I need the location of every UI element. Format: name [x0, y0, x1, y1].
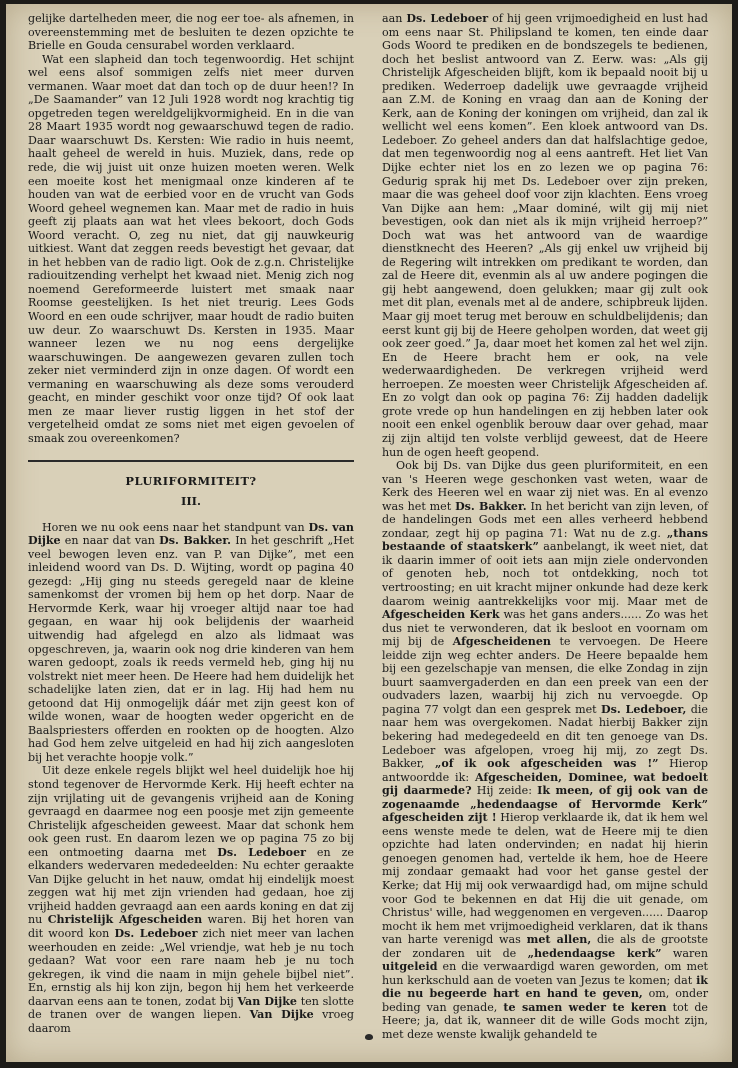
paragraph: Horen we nu ook eens naar het standpunt van Ds. van Dijke en naar dat van Ds. Bakker. In het geschrift „Het veel bewogen leven enz. van P. van Dijke”, met een inleidend woord van Ds. D. Wijting, wordt op pagina 40 gezegd: „Hij ging nu steeds geregeld naar de kleine samenkomst der vromen bij hem op het dorp. Naar de Hervormde Kerk, waar hij vroeger altijd naar toe had gegaan, en waar hij ook belijdenis der waarheid uitwendig had afgelegd en alzo als lidmaat was opgeschreven, ja, waarin ook nog drie kinderen van hem waren gedoopt, zoals ik reeds vermeld heb, ging hij nu volstrekt niet meer heen. De Heere had hem duidelijk het schadelijke laten zien, dat er in lag. Hij had hem nu getoond dat Hij onmogelijk dáár met zijn geest kon of wilde wonen, waar de hoogten weder opgericht en de Baalspriesters offerden en rookten op de hoogten. Alzo had God hem zelve uitgeleid en had hij zich aangesloten bij het verachte hoopje volk.”: [28, 520, 355, 764]
section-number: III.: [181, 494, 201, 509]
paragraph: aan Ds. Ledeboer of hij geen vrijmoedigheid en lust had om eens naar St. Philipsland te komen, ten einde daar Gods Woord te prediken en de bondszegels te bedienen, doch het beslist antwoord van Z. Eerw. was: „Als gij Christelijk Afgescheiden blijft, kom ik bepaald nooit bij u prediken. Wederroep dadelijk uwe gevraagde vrijheid aan Z.M. de Koning en vraag dan aan de Koning der Kerk, aan de Koning der koningen om vrijheid, dan zal ik wellicht wel eens komen”. Een kloek antwoord van Ds. Ledeboer. Zo geheel anders dan dat halfslachtige gedoe, dat men tegenwoordig nog al eens aantreft. Het liet Van Dijke echter niet los en zo lezen we op pagina 76: Gedurig sprak hij met Ds. Ledeboer over zijn preken, maar die was geheel doof voor zijn klachten. Eens vroeg Van Dijke aan hem: „Maar dominé, wilt gij mij niet bevestigen, ook dan niet als ik mijn vrijheid herroep?” Doch wat was het antwoord van de waardige dienstknecht des Heeren? „Als gij enkel uw vrijheid bij de Regering wilt intrekken om predikant te worden, dan zal de Heere dit, evenmin als al uw andere pogingen die gij hebt aangewend, doen gelukken; maar gij zult ook met dit plan, evenals met al de andere, schipbreuk lijden. Maar gij moet terug met berouw en schuldbelijdenis; dan eerst kunt gij bij de Heere geholpen worden, dat weet gij ook zeer goed.” Ja, daar moet het komen zal het wel zijn. En de Heere bracht hem er ook, na vele wederwaardigheden. De verkregen vrijheid werd herroepen. Ze moesten weer Christelijk Afgescheiden af. En zo volgt dan ook op pagina 76: Zij hadden dadelijk grote vrede op hun handelingen en zij hebben later ook nooit een enkel ogenblik berouw daar over gehad, maar zij zijn altijd ten volste verblijd geweest, dat de Heere hun de ogen heeft geopend.: [382, 12, 708, 459]
ornament-icon: [365, 1034, 373, 1040]
paragraph: Uit deze enkele regels blijkt wel heel duidelijk hoe hij stond tegenover de Hervormde Kerk. Hij heeft echter na zijn vrijlating uit de gevangenis vrijheid aan de Koning gevraagd en daarmee nog een poosje met zijn gemeente Christelijk afgescheiden geweest. Maar dat schonk hem ook geen rust. En daarom lezen we op pagina 75 zo bij een ontmoeting daarna met Ds. Ledeboer en ze elkanders wedervaren mededeelden: Nu echter geraakte Van Dijke gelucht in het nauw, omdat hij eindelijk moest zeggen wat hij met zijn vrienden had gedaan, hoe zij vrijheid hadden gevraagd aan een aards koning en dat zij nu Christelijk Afgescheiden waren. Bij het horen van dit woord kon Ds. Ledeboer zich niet meer van lachen weerhouden en zeide: „Wel vriendje, wat heb je nu toch gedaan? Wat voor een rare naam heb je nu toch gekregen, ik vind die naam in mijn gehele bijbel niet”. En, ernstig als hij kon zijn, begon hij hem het verkeerde daarvan eens aan te tonen, zodat bij Van Dijke ten slotte de tranen over de wangen liepen. Van Dijke vroeg daarom: [28, 764, 355, 1035]
paragraph: gelijke dartelheden meer, die nog eer toe- als afnemen, in overeenstemming met de besluiten te dezen opzichte te Brielle en Gouda censurabel worden verklaard.: [28, 12, 354, 53]
right-column: [382, 12, 708, 1042]
magazine-page: [6, 4, 732, 1062]
paragraph: Ook bij Ds. van Dijke dus geen pluriformiteit, en een van 's Heeren wege geschonken vast weten, waar de Kerk des Heeren wel en waar zij niet was. En al evenzo was het met Ds. Bakker. In het bericht van zijn leven, of de handelingen Gods met een alles verheerd hebbend zondaar, zegt hij op pagina 71: Wat nu de z.g. „thans bestaande of staatskerk” aanbelangt, ik weet niet, dat ik daarin immer of ooit iets aan mijn ziele ondervonden of genoten heb, noch tot ontdekking, noch tot vertroosting; en uit kracht mijner onkunde had deze kerk daarom weinig aantrekkelijks voor mij. Maar met de Afgescheiden Kerk was het gans anders...... Zo was het dus niet te verwonderen, dat ik besloot en voornam om mij bij de Afgescheidenen te vervoegen. De Heere leidde zijn weg echter anders. De Heere bepaalde hem bij een gezelschapje van mensen, die elke Zondag in zijn buurt saamvergaderden en dan een preek van een der oudvaders lazen, waarbij hij zich nu vervoegde. Op pagina 77 volgt dan een gesprek met Ds. Ledeboer, die naar hem was overgekomen. Nadat hierbij Bakker zijn bekering had medegedeeld en dit ten genoege van Ds. Ledeboer was afgelopen, vroeg hij mij, zo zegt Ds. Bakker, „of ik ook afgescheiden was !” Hierop antwoordde ik: Afgescheiden, Dominee, wat bedoelt gij daarmede? Hij zeide: Ik meen, of gij ook van de zogenaamde „hedendaagse of Hervormde Kerk” afgescheiden zijt ! Hierop verklaarde ik, dat ik hem wel eens wenste mede te delen, wat de Heere mij te dien opzichte had laten ondervinden; en nadat hij hierin genoegen genomen had, vertelde ik hem, hoe de Heere mij zondaar gemaakt had voor het ganse gestel der Kerke; dat Hij mij ook verwaardigd had, om mijne schuld voor God te bekennen en dat Hij die uit genade, om Christus' wille, had weggenomen en vergeven...... Daarop mocht ik hem met vrijmoedigheid verklaren, dat ik thans van harte verenigd was met allen, die als de grootste der zondaren uit de „hedendaagse kerk” waren uitgeleid en die verwaardigd waren geworden, om met hun kerkschuld aan de voeten van Jezus te komen; dat ik die nu begeerde hart en hand te geven, om, onder beding van genade, te samen weder te keren tot de Heere; ja, dat ik, wanneer dit de wille Gods mocht zijn, met deze wenste kwalijk gehandeld te: [382, 459, 709, 1042]
section-title: PLURIFORMITEIT?: [125, 473, 257, 488]
section-divider: [28, 460, 354, 462]
left-column: [28, 12, 354, 1035]
paragraph: Wat een slapheid dan toch tegenwoordig. Het schijnt wel eens alsof sommigen zelfs niet meer durven vermanen. Waar moet dat dan toch op de duur heen!? In „De Saamander” van 12 Juli 1928 wordt nog krachtig tig opgetreden tegen wereldgelijkvormigheid. En in die van 28 Maart 1935 wordt nog gewaarschuwd tegen de radio. Daar waarschuwt Ds. Kersten: Wie radio in huis neemt, haalt geheel de wereld in huis. Muziek, dans, rede op rede, die wij juist uit onze huizen moeten weren. Welk een moeite kost het menigmaal onze kinderen af te houden van wat de eerbied voor en de vrucht van Gods Woord geheel wegnemen kan. Maar met de radio in huis geeft zij plaats aan wat het vlees bekoort, doch Gods Woord veracht. O, zeg nu niet, dat gij nauwkeurig uitkiest. Want dat zeggen reeds bevestigt het gevaar, dat in het hebben van de radio ligt. Ook de z.g.n. Christelijke radiouitzending verhelpt het kwaad niet. Menig zich nog noemend Gereformeerde luistert met smaak naar Roomse geestelijken. Is het niet treurig. Lees Gods Woord en een oude schrijver, maar houdt de radio buiten uw deur. Zo waarschuwt Ds. Kersten in 1935. Maar wanneer lezen we nu nog eens dergelijke waarschuwingen. De aangewezen gevaren zullen toch zeker niet verminderd zijn in onze dagen. Of wordt een vermaning en waarschuwing als deze soms verouderd geacht, en minder geschikt voor onze tijd? Of ook laat men ze maar liever rustig liggen in het stof der vergetelheid omdat ze soms niet met eigen gevoelen of smaak zou overeenkomen?: [28, 52, 354, 445]
